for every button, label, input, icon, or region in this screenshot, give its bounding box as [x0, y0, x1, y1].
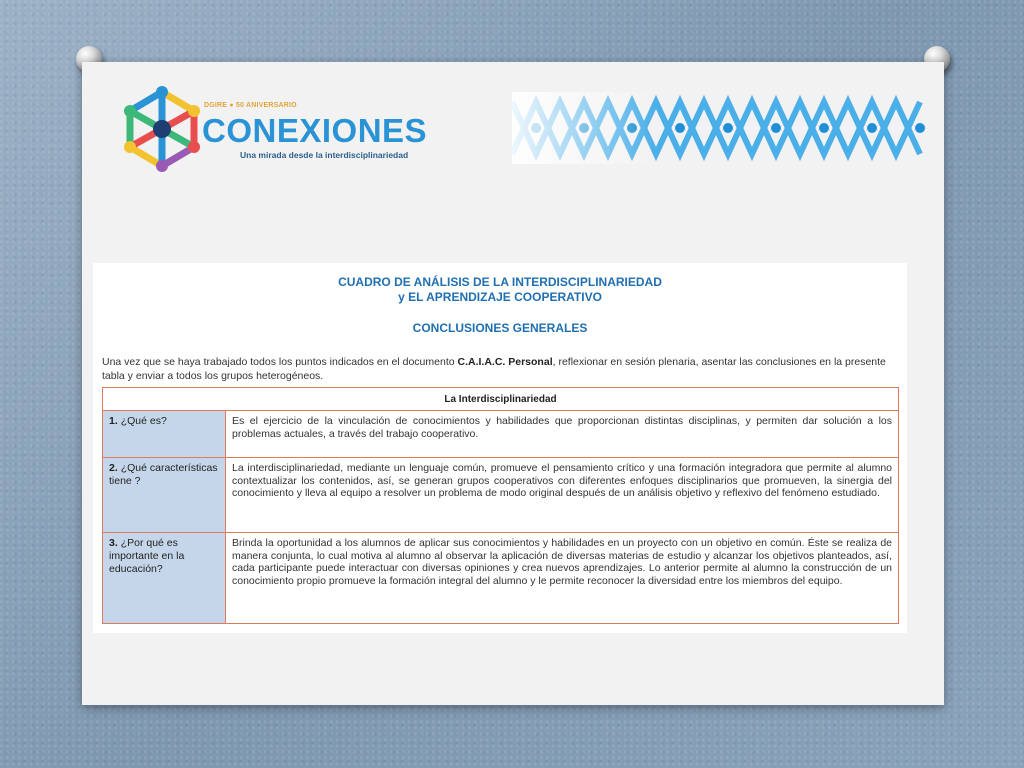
- slide-card: [82, 62, 944, 705]
- interdisciplinarity-table: [102, 387, 899, 624]
- hexagon-network-logo-icon: [122, 84, 202, 174]
- logo-anniversary-text: DGIRE ● 50 ANIVERSARIO: [204, 102, 297, 109]
- question-number: 3.: [109, 537, 118, 549]
- logo-title: CONEXIONES: [202, 112, 428, 149]
- question-number: 1.: [109, 415, 118, 427]
- answer-cell: La interdisciplinariedad, mediante un lenguaje común, promueve el pensamiento crítico y una formación integradora que permite al alumno contextualizar los contenidos, así, se generan grupos cooperativos con diferentes enfoques disciplinarios que promueven, la sinergia del conocimiento y lleva al equipo a resolver un problema de modo original después de un análisis objetivo y reflexivo del fenómeno estudiado.: [226, 458, 899, 533]
- decorative-dot-pattern-icon: [512, 92, 927, 164]
- answer-cell: Es el ejercicio de la vinculación de conocimientos y habilidades que proporcionan distintas disciplinas, y permiten dar solución a los problemas actuales, a través del trabajo cooperativo.: [226, 411, 899, 458]
- question-text: ¿Por qué es importante en la educación?: [109, 537, 185, 575]
- document-title: [93, 275, 907, 305]
- intro-text-after: , reflexionar en sesión plenaria, asentar las conclusiones en la presente tabla y enviar a todos los grupos heterogéneos.: [102, 356, 886, 382]
- logo-tagline: Una mirada desde la interdisciplinariedad: [240, 150, 409, 160]
- intro-paragraph: [102, 355, 898, 383]
- question-cell: [103, 411, 226, 458]
- table-row: [103, 411, 899, 458]
- table-header: La Interdisciplinariedad: [103, 388, 899, 411]
- question-text: ¿Qué características tiene ?: [109, 462, 218, 487]
- intro-document-name: C.A.I.A.C. Personal: [457, 356, 553, 368]
- document-title-line2: y EL APRENDIZAJE COOPERATIVO: [398, 290, 602, 304]
- question-number: 2.: [109, 462, 118, 474]
- analysis-document: [93, 263, 907, 633]
- table-row: [103, 533, 899, 624]
- conexiones-logo: [122, 84, 428, 179]
- document-subtitle: CONCLUSIONES GENERALES: [412, 321, 588, 335]
- question-cell: [103, 533, 226, 624]
- answer-cell: Brinda la oportunidad a los alumnos de aplicar sus conocimientos y habilidades en un proyecto con un objetivo en común. Éste se realiza de manera conjunta, lo cual motiva al alumno al observar la aplicación de diversas materias de estudio y alcanzar los objetivos planteados, así, cada participante puede interactuar con diversas opiniones y crea nuevos aprendizajes. Lo anterior permite al alumno la construcción de un conocimiento propio promueve la formación integral del alumno y le permite reconocer la diversidad entre los miembros del equipo.: [226, 533, 899, 624]
- document-title-line1: CUADRO DE ANÁLISIS DE LA INTERDISCIPLINARIEDAD: [338, 275, 662, 289]
- intro-text-before: Una vez que se haya trabajado todos los puntos indicados en el documento: [102, 356, 458, 368]
- table-row: [103, 458, 899, 533]
- question-text: ¿Qué es?: [120, 415, 167, 427]
- question-cell: [103, 458, 226, 533]
